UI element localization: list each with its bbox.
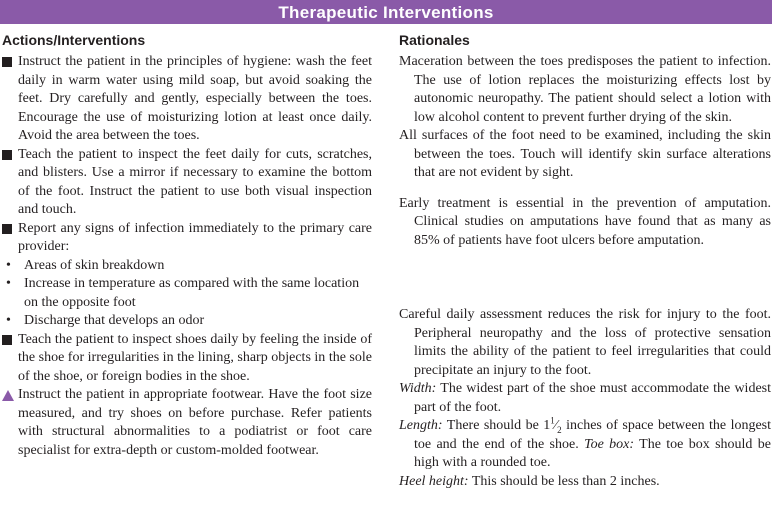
dot-bullet-icon: •	[6, 276, 11, 291]
rationale-early-treatment: Early treatment is essential in the prevention of amputation. Clinical studies on amputations have found that as many as 85% of patients have foot ulcers before amputation.	[399, 195, 771, 248]
square-bullet-icon	[2, 57, 12, 67]
actions-column-header: Actions/Interventions	[2, 32, 146, 48]
action-item-inspect-feet: Teach the patient to inspect the feet daily for cuts, scratches, and blisters. Use a mirror if necessary to examine the bottom of the foot. Instruct the patient to use both visual inspection and touch.	[2, 146, 372, 220]
heel-height-label: Heel height:	[399, 473, 469, 489]
length-label: Length:	[399, 418, 443, 433]
rationales-column	[399, 53, 771, 491]
action-item-report-infection: Report any signs of infection immediately to the primary care provider:	[2, 220, 372, 257]
infection-sign-item: • Increase in temperature as compared with the same location on the opposite foot	[6, 276, 360, 310]
dot-bullet-icon: •	[6, 257, 11, 273]
width-label: Width:	[399, 381, 437, 396]
action-item-footwear: Instruct the patient in appropriate footwear. Have the foot size measured, and try shoes on before purchase. Refer patients with structural abnormalities to a podiatrist or foot care specialist for extra-depth or custom-molded footwear.	[2, 386, 372, 460]
rationale-width: Width: The widest part of the shoe must accommodate the widest part of the foot.	[399, 381, 772, 415]
square-bullet-icon	[2, 224, 12, 234]
rationale-length: Length: There should be $1^1⁄_2$ inches of space between the longest toe and the end of the shoe. Toe box: The toe box should be high with a rounded toe.	[399, 415, 772, 470]
rationale-maceration: Maceration between the toes predisposes the patient to infection. The use of lotion replaces the moisturizing effects lost by autonomic neuropathy. The patient should select a lotion with low alcohol content to prevent further drying of the skin.	[399, 54, 771, 125]
action-item-inspect-shoes: Teach the patient to inspect shoes daily by feeling the inside of the shoe for irregularities in the lining, sharp objects in the sole of the shoe, or foreign bodies in the shoe.	[2, 331, 372, 387]
dot-bullet-icon: •	[6, 313, 11, 328]
toebox-label: Toe box:	[584, 436, 635, 452]
rationales-column-header: Rationales	[399, 32, 470, 48]
triangle-bullet-icon	[2, 390, 14, 401]
infection-sign-item: • Areas of skin breakdown	[2, 257, 372, 276]
infection-sign-item: • Discharge that develops an odor	[2, 312, 372, 331]
square-bullet-icon	[2, 335, 12, 345]
action-item-hygiene: Instruct the patient in the principles of hygiene: wash the feet daily in warm water using mild soap, but avoid soaking the feet. Dry carefully and gently, especially between the toes. Encourage the use of moisturizing lotion at least once daily. Avoid the area between the toes.	[2, 53, 372, 146]
rationale-surfaces: All surfaces of the foot need to be examined, including the skin between the toes. Touch will identify skin surface alterations that are not evident by sight.	[399, 128, 771, 180]
rationale-daily-assessment: Careful daily assessment reduces the risk for injury to the foot. Peripheral neuropathy and the loss of protective sensation limits the ability of the patient to feel irregularities that could precipitate an injury to the foot.	[399, 307, 771, 378]
banner-title: Therapeutic Interventions	[278, 3, 494, 22]
square-bullet-icon	[2, 150, 12, 160]
rationale-heel-height: Heel height: This should be less than 2 inches.	[399, 473, 660, 489]
actions-column	[2, 53, 372, 460]
section-banner	[0, 0, 772, 24]
